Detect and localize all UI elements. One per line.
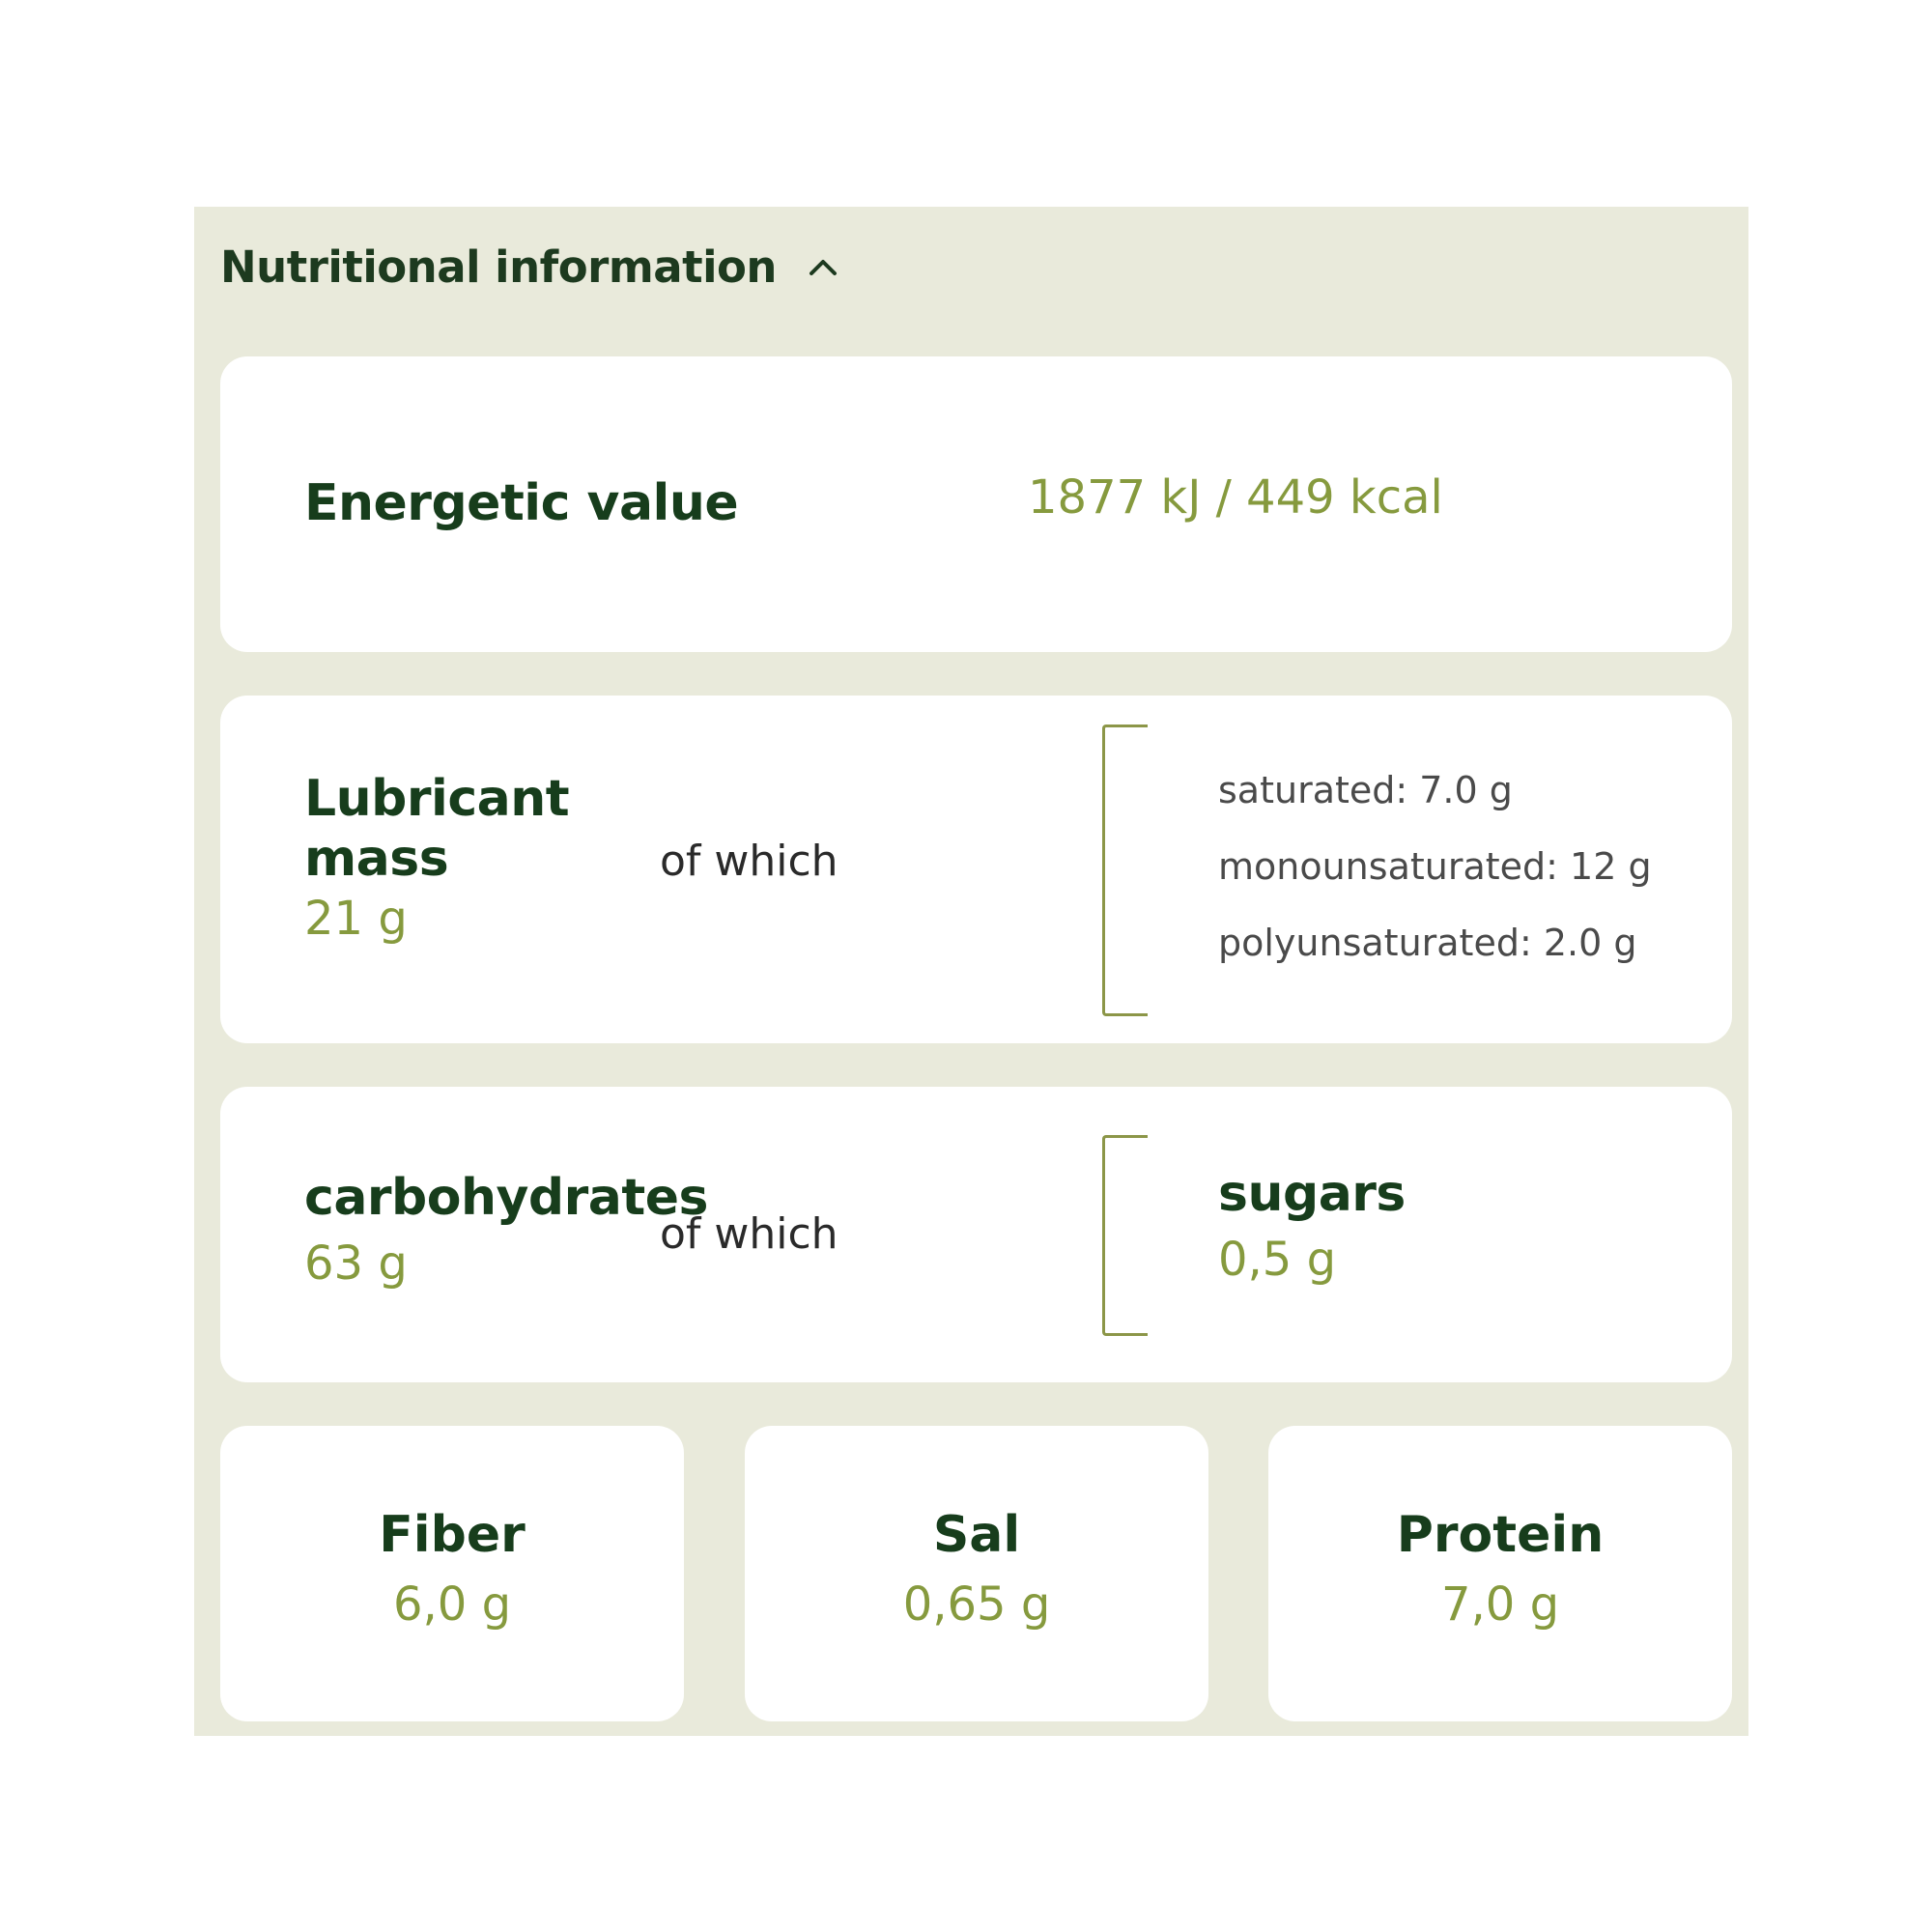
chevron-up-icon[interactable] [804, 247, 842, 286]
nutrition-panel [194, 207, 1748, 1736]
fat-saturated: saturated: 7.0 g [1218, 769, 1513, 811]
sugars-value: 0,5 g [1218, 1233, 1337, 1287]
fat-bracket [1102, 724, 1148, 1016]
carbohydrates-value: 63 g [304, 1236, 408, 1291]
energy-card [220, 356, 1732, 652]
carbohydrates-card [220, 1087, 1732, 1382]
fiber-label: Fiber [379, 1506, 526, 1564]
fat-label-line2: mass [304, 830, 449, 888]
section-title: Nutritional information [220, 241, 777, 293]
fat-monounsaturated: monounsaturated: 12 g [1218, 845, 1652, 888]
carbohydrates-of-which: of which [660, 1209, 838, 1259]
fat-of-which: of which [660, 837, 838, 886]
carbohydrates-bracket [1102, 1135, 1148, 1336]
protein-label: Protein [1396, 1506, 1605, 1564]
fat-card [220, 696, 1732, 1043]
salt-card [745, 1426, 1208, 1721]
carbohydrates-label: carbohydrates [304, 1169, 708, 1227]
fiber-card [220, 1426, 684, 1721]
fat-value: 21 g [304, 892, 408, 946]
energy-value: 1877 kJ / 449 kcal [1028, 470, 1443, 525]
fiber-value: 6,0 g [392, 1577, 512, 1632]
protein-value: 7,0 g [1440, 1577, 1560, 1632]
salt-value: 0,65 g [902, 1577, 1051, 1632]
energy-label: Energetic value [304, 474, 739, 532]
fat-polyunsaturated: polyunsaturated: 2.0 g [1218, 922, 1637, 964]
sugars-label: sugars [1218, 1165, 1406, 1223]
fat-label-line1: Lubricant [304, 770, 570, 828]
nutrition-accordion-header[interactable] [220, 228, 842, 305]
salt-label: Sal [932, 1506, 1021, 1564]
protein-card [1268, 1426, 1732, 1721]
